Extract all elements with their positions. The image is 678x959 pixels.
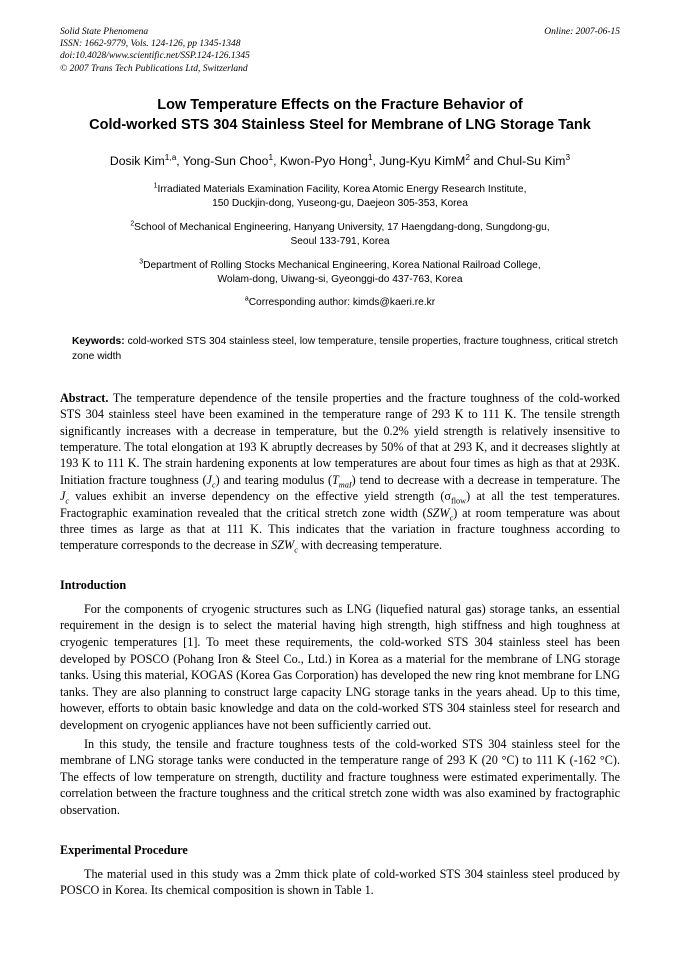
affiliation-marker-1: 1 [153,182,158,190]
keywords-block [60,334,620,364]
affiliation-marker-2: 2 [130,220,135,228]
online-date: Online: 2007-06-15 [544,27,620,37]
paper-content [60,26,620,899]
journal-name: Solid State Phenomena [60,27,149,37]
affiliation-1 [60,183,620,212]
abstract-block [60,390,620,554]
affiliation-1-line-2: 150 Duckjin-dong, Yuseong-gu, Daejeon 305-353, Korea [212,198,468,210]
affiliation-2 [60,221,620,250]
affiliation-list [60,183,620,288]
affiliation-3-line-1: Department of Rolling Stocks Mechanical Engineering, Korea National Railroad College, [143,259,541,271]
keywords-label: Keywords: [72,335,125,347]
introduction-paragraph-2: In this study, the tensile and fracture toughness tests of the cold-worked STS 304 stainless steel for the membrane of LNG storage tanks were conducted in the temperature range of 293 K (20 °C) to 111 K (-162 °C). The effects of low temperature on strength, ductility and fracture toughness were estimated experimentally. The correlation between the fracture toughness and the critical stretch zone width was also examined by fractographic observation. [60,736,620,817]
keywords-text: cold-worked STS 304 stainless steel, low temperature, tensile properties, fracture toughness, critical stretch zone width [72,335,618,362]
introduction-paragraph-1: For the components of cryogenic structures such as LNG (liquefied natural gas) storage tanks, an essential requirement in the design is to select the material having high strength, high stiffness and high toughness at cryogenic temperatures [1]. To meet these requirements, the cold-worked STS 304 stainless steel has been developed by POSCO (Pohang Iron & Steel Co., Ltd.) in Korea as a material for the membrane of LNG storage tanks. Using this material, KOGAS (Korea Gas Corporation) has developed the new ring knot membrane for LNG tanks. They are also planning to construct large capacity LNG storage tanks in the years ahead. Up to this time, however, efforts to obtain basic knowledge and data on the cold-worked STS 304 stainless steel for research and development on cryogenic appliances have not been sufficiently carried out. [60,601,620,733]
affiliation-3-line-2: Wolam-dong, Uiwang-si, Gyeonggi-do 437-763, Korea [217,274,463,286]
affiliation-3 [60,259,620,288]
corresponding-author [60,297,620,308]
section-heading-introduction: Introduction [60,577,127,592]
affiliation-2-line-1: School of Mechanical Engineering, Hanyang University, 17 Haengdang-dong, Sungdong-gu, [134,221,550,233]
page-title [60,95,620,135]
section-heading-experimental-procedure: Experimental Procedure [60,842,188,857]
affiliation-2-line-2: Seoul 133-791, Korea [290,236,390,248]
copyright-line: © 2007 Trans Tech Publications Ltd, Switzerland [60,63,248,74]
experimental-paragraph-1: The material used in this study was a 2mm thick plate of cold-worked STS 304 stainless steel produced by POSCO in Korea. Its chemical composition is shown in Table 1. [60,866,620,898]
affiliation-marker-3: 3 [139,258,144,266]
journal-header [60,26,620,75]
doi-line: doi:10.4028/www.scientific.net/SSP.124-126.1345 [60,51,250,62]
abstract-label: Abstract. [60,390,109,405]
corresponding-text: Corresponding author: kimds@kaeri.re.kr [248,296,436,308]
title-line-2: Cold-worked STS 304 Stainless Steel for Membrane of LNG Storage Tank [89,116,591,133]
affiliation-1-line-1: Irradiated Materials Examination Facility, Korea Atomic Energy Research Institute, [157,183,527,195]
author-list: Dosik Kim$^{1,a}$, Yong-Sun Choo$^1$, Kwon-Pyo Hong$^1$, Jung-Kyu KimM$^2$ and Chul-Su Kim$^3$ [109,151,571,168]
issn-line: ISSN: 1662-9779, Vols. 124-126, pp 1345-1348 [60,39,241,50]
abstract-text: The temperature dependence of the tensile properties and the fracture toughness of the cold-worked STS 304 stainless steel have been examined in the temperature range of 293 K to 111 K. The tensile strength significantly increases with a decrease in temperature, but the 0.2% yield strength is relatively insensitive to temperature. The total elongation at 193 K abruptly decreases by 50% of that at 293 K, and it decreases slightly at 193 K to 111 K. The strain hardening exponents at low temperatures are about four times as high as that at 293K. Initiation fracture toughness $(J_c)$ and tearing modulus $(T_{maI})$ tend to decrease with a decrease in temperature. The $J_c$ values exhibit an inverse dependency on the effective yield strength $(\sigma_{flow})$ at all the test temperatures. Fractographic examination revealed that the critical stretch zone width $(SZW_c)$ at room temperature was about three times as large as that at 111 K. This indicates that the variation in fracture toughness according to temperature corresponds to the decrease in $SZW_c$ with decreasing temperature. [60,390,621,555]
title-line-1: Low Temperature Effects on the Fracture Behavior of [157,96,523,113]
corresponding-marker: a [244,295,249,303]
